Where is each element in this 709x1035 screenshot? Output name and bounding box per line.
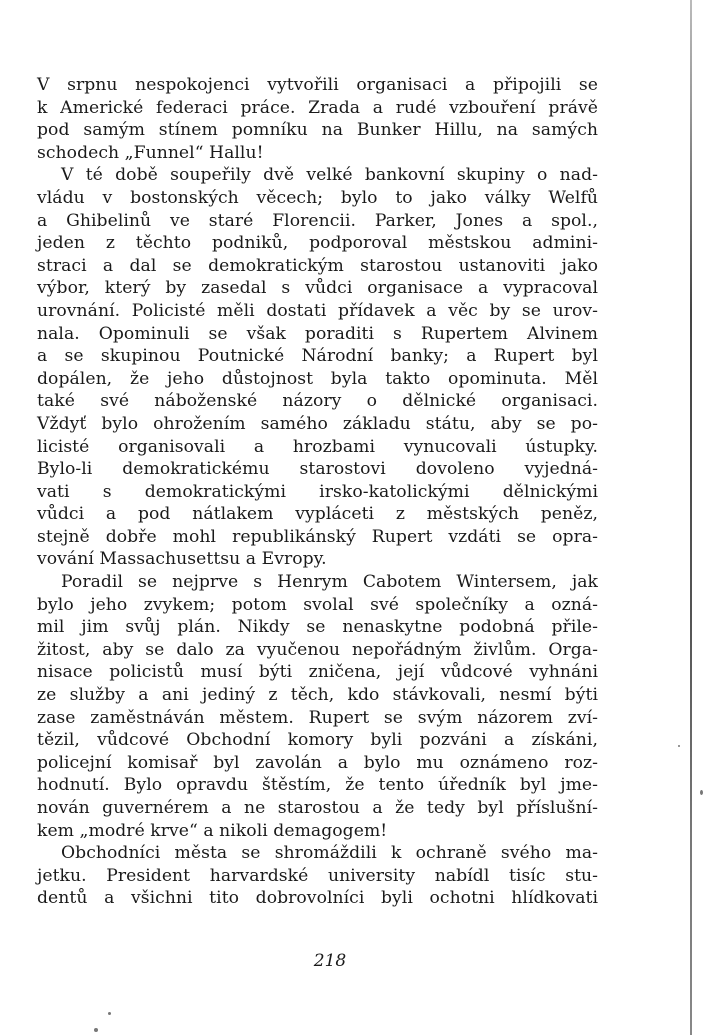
text-line: žitost, aby se dalo za vyučenou nepořádným živlům. Orga- bbox=[37, 639, 598, 660]
scan-speck bbox=[700, 790, 703, 795]
text-line: straci a dal se demokratickým starostou ustanoviti jako bbox=[37, 255, 598, 276]
text-line: nisace policistů musí býti zničena, její vůdcové vyhnáni bbox=[37, 662, 598, 683]
text-line: tězil, vůdcové Obchodní komory byli pozváni a získáni, bbox=[37, 730, 598, 751]
text-line: ze služby a ani jediný z těch, kdo stávkovali, nesmí býti bbox=[37, 685, 598, 706]
text-line: bylo jeho zvykem; potom svolal své společníky a ozná- bbox=[37, 594, 598, 615]
text-line: mil jim svůj plán. Nikdy se nenaskytne podobná přile- bbox=[37, 617, 598, 638]
text-line: také své náboženské názory o dělnické organisaci. bbox=[37, 391, 598, 412]
text-line: dentů a všichni tito dobrovolníci byli ochotni hlídkovati bbox=[37, 888, 598, 909]
text-line: a se skupinou Poutnické Národní banky; a Rupert byl bbox=[37, 346, 598, 367]
text-line: V té době soupeřily dvě velké bankovní skupiny o nad- bbox=[61, 165, 598, 186]
text-line: nala. Opominuli se však poraditi s Rupertem Alvinem bbox=[37, 323, 598, 344]
text-line: vování Massachusettsu a Evropy. bbox=[37, 549, 327, 570]
text-line: výbor, který by zasedal s vůdci organisace a vypracoval bbox=[37, 278, 598, 299]
text-line: vládu v bostonských věcech; bylo to jako války Welfů bbox=[37, 187, 598, 208]
text-line: dopálen, že jeho důstojnost byla takto opominuta. Měl bbox=[37, 368, 598, 389]
text-line: policejní komisař byl zavolán a bylo mu oznámeno roz- bbox=[37, 752, 598, 773]
scan-speck bbox=[94, 1028, 98, 1032]
text-line: k Americké federaci práce. Zrada a rudé vzbouření právě bbox=[37, 97, 598, 118]
text-line: Obchodníci města se shromáždili k ochraně svého ma- bbox=[61, 843, 598, 864]
text-line: schodech „Funnel“ Hallu! bbox=[37, 142, 264, 163]
text-line: vůdci a pod nátlakem vypláceti z městských peněz, bbox=[37, 504, 598, 525]
text-line: jeden z těchto podniků, podporoval městskou admini- bbox=[37, 233, 598, 254]
text-line: Poradil se nejprve s Henrym Cabotem Wintersem, jak bbox=[61, 572, 598, 593]
text-line: Vždyť bylo ohrožením samého základu státu, aby se po- bbox=[37, 413, 598, 434]
text-line: stejně dobře mohl republikánský Rupert vzdáti se opra- bbox=[37, 526, 598, 547]
text-line: zase zaměstnáván městem. Rupert se svým názorem zví- bbox=[37, 707, 598, 728]
text-line: a Ghibelinů ve staré Florencii. Parker, Jones a spol., bbox=[37, 210, 598, 231]
body-text bbox=[37, 74, 598, 910]
scan-speck bbox=[678, 745, 680, 747]
scan-speck bbox=[108, 1012, 111, 1015]
text-line: hodnutí. Bylo opravdu štěstím, že tento úředník byl jme- bbox=[37, 775, 598, 796]
text-line: pod samým stínem pomníku na Bunker Hillu, na samých bbox=[37, 120, 598, 141]
text-line: Bylo-li demokratickému starostovi dovoleno vyjedná- bbox=[37, 459, 598, 480]
text-line: V srpnu nespokojenci vytvořili organisaci a připojili se bbox=[37, 75, 598, 95]
text-line: licisté organisovali a hrozbami vynucovali ústupky. bbox=[37, 436, 598, 457]
text-line: jetku. President harvardské university nabídl tisíc stu- bbox=[37, 865, 598, 886]
text-line: kem „modré krve“ a nikoli demagogem! bbox=[37, 820, 388, 841]
page-number: 218 bbox=[313, 951, 347, 971]
page-edge-shadow bbox=[690, 0, 692, 1035]
text-line: urovnání. Policisté měli dostati přídavek a věc by se urov- bbox=[37, 300, 598, 321]
text-line: nován guvernérem a ne starostou a že tedy byl příslušní- bbox=[37, 798, 598, 818]
text-line: vati s demokratickými irsko-katolickými dělnickými bbox=[37, 481, 598, 502]
